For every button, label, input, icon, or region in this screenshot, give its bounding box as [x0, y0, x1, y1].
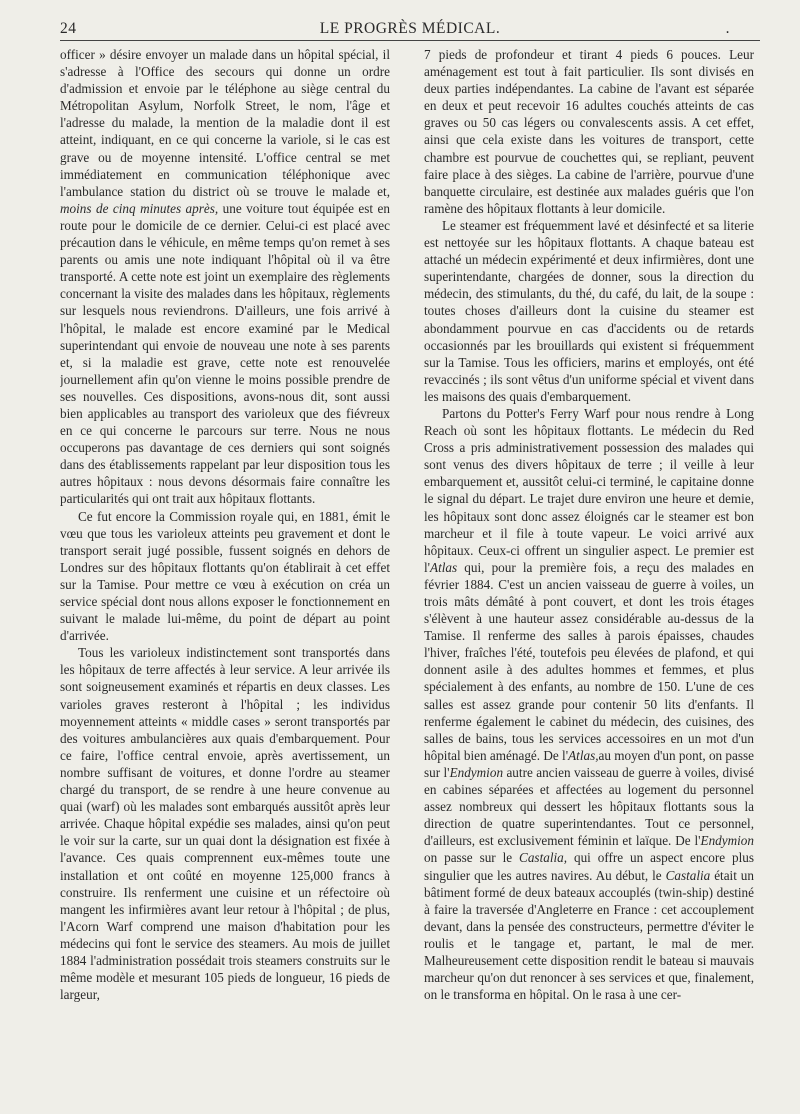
paragraph-hospital-admission	[60, 46, 390, 508]
text-segment: qui, pour la première fois, a reçu des malades en février 1884. C'est un ancien vaisseau de guerre à voiles, un trois mâts démâté à pont couvert, et dont les trois étages s'élèvent à une hauteur assez considérable au-dessus de la Tamise. Il renferme des salles à parois épaisses, chaudes l'hiver, fraîches l'été, toutefois peu élevées de plafond, et qui donnent asile à des adultes hommes et femmes, et plus spécialement à des enfants, au nombre de 150. L'une de ces salles est assez grande pour contenir 50 lits d'enfants. Il renferme également le cabinet du médecin, des cuisines, des salles de bains, tous les services accessoires en un mot d'un hôpital bien aménagé. De l'	[424, 559, 754, 763]
header-dot: .	[725, 20, 730, 37]
header-rule	[60, 40, 760, 41]
paragraph-steamer-staff: Le steamer est fréquemment lavé et désinfecté et sa literie est nettoyée sur les hôpitaux flottants. A chaque bateau est attaché un médecin expérimenté et deux infirmières, dont une superintendante, chargées de donner, sous la direction du médecin, des stimulants, du thé, du café, du lait, de la soupe : toutes choses d'ailleurs dont la cuisine du steamer est abondamment pourvue en cas d'accidents ou de retards occasionnés par les brouillards qui existent si fréquemment sur la Tamise. Tous les officiers, marins et employés, ont été revaccinés ; ils sont vêtus d'un uniforme spécial et vivent dans les maisons des quais d'embarquement.	[424, 217, 754, 404]
text-segment: autre ancien vaisseau de guerre à voiles, divisé en cabines séparées et affectées au logement du personnel assez nombreux qui dessert les hôpitaux flottants sous la direction de quatre superintendantes. Tout ce personnel, d'ailleurs, est exclusivement féminin et laïque. De l'	[424, 764, 754, 849]
paragraph-royal-commission: Ce fut encore la Commission royale qui, en 1881, émit le vœu que tous les varioleux atteints peu gravement et dont le transport serait jugé possible, fussent soignés en dehors de Londres sur des hôpitaux flottants qu'on établirait à cet effet sur la Tamise. Pour mettre ce vœu à exécution on créa un service spécial dont nous allons exposer le fonctionnement en suivant le malade lui-même, du point de départ au point d'arrivée.	[60, 508, 390, 644]
ship-name-castalia: Castalia,	[519, 850, 568, 866]
text-segment: on passe sur le	[424, 850, 513, 866]
left-column	[60, 46, 390, 1106]
ship-name-atlas: Atlas	[430, 559, 458, 575]
text-segment: qui offre un aspect encore plus singulier que les autres navires. Au début, le	[424, 850, 754, 883]
page-header	[60, 20, 760, 42]
paragraph-smallpox-transport: Tous les varioleux indistinctement sont transportés dans les hôpitaux de terre affectés à leur service. A leur arrivée ils sont soigneusement examinés et répartis en deux classes. Les varioles graves resteront à l'hôpital ; les individus moyennement atteints « middle cases » seront transportés par des voitures ambulancières aux quais d'embarquement. Pour ce faire, l'office central envoie, après avertissement, un nombre suffisant de voitures, et donne l'ordre au steamer chargé du transport, de se rendre à une heure convenue au quai (warf) où les malades sont embarqués aussitôt après leur arrivée. Chaque hôpital expédie ses malades, ainsi qu'on peut le voir sur la carte, sur un quai dont la désignation est fixée à l'avance. Ces quais comprennent eux-mêmes toute une installation et ont coûté en moyenne 125,000 francs à construire. Ils renferment une cuisine et un réfectoire où mangent les infirmières avant leur retour à l'hôpital ; de plus, l'Acorn Warf comprend une maison d'habitation pour les médecins qui font le service des steamers. Au mois de juillet 1884 l'administration possédait trois steamers construits sur le même modèle et mesurant 105 pieds de longueur, 16 pieds de largeur,	[60, 645, 390, 1003]
paragraph-steamer-layout: 7 pieds de profondeur et tirant 4 pieds 6 pouces. Leur aménagement est tout à fait particulier. Ils sont divisés en deux parties indépendantes. La cabine de l'avant est séparée en deux et peut recevoir 16 adultes couchés atteints de cas graves ou 50 cas légers ou convalescents assis. A cet effet, ainsi que cela existe dans les voitures de transport, cette chambre est pourvue de couchettes qui, se repliant, peuvent faire place à des sièges. La cabine de l'arrière, pourvue d'une banquette circulaire, est destinée aux malades guéris que l'on ramène des hôpitaux flottants à leur domicile.	[424, 47, 754, 216]
text-segment: officer » désire envoyer un malade dans un hôpital spécial, il s'adresse à l'Office des secours qui donne un ordre d'admission et envoie par le téléphone au siège central du Métropolitan Asylum, Norfolk Street, le nom, l'âge et l'adresse du malade, la mention de la maladie dont il est atteint, indiquant, en ce qui concerne la variole, si le cas est grave ou de moyenne intensité. L'office central se met immédiatement en communication téléphonique avec l'ambulance station du district où se trouve le malade et,	[60, 47, 390, 199]
text-segment: une voiture tout équipée est en route pour le domicile de ce dernier. Celui-ci est placé avec précaution dans le véhicule, en même temps qu'on remet à ses parents ou amis une note indiquant l'hôpital où il va être transporté. A cette note est joint un exemplaire des règlements concernant la visite des malades dans les hôpitaux, règlements sur lesquels nous reviendrons. D'ailleurs, une fois arrivé à l'hôpital, le malade est encore examiné par le Medical superintendant qui envoie de nouveau une note à ses parents et, si la maladie est grave, cette note est renouvelée journellement afin qu'on vienne le moins possible prendre de ses nouvelles. Ces dispositions, avons-nous dit, sont aussi bien applicables au transport des varioleux que des fiévreux en ce qui concerne le parcours sur terre. Nous ne nous occuperons pas davantage de ces derniers qui sont soignés dans des établissements rappelant par leur disposition tous les autres hôpitaux : nous devons désormais faire connaître les particularités qui ont trait aux hôpitaux flottants.	[60, 200, 390, 507]
ship-name-atlas: Atlas,	[568, 747, 599, 763]
journal-title: LE PROGRÈS MÉDICAL.	[319, 20, 501, 37]
italic-phrase: moins de cinq minutes après,	[60, 200, 219, 216]
text-segment: au moyen d'un pont, on passe sur l'	[424, 747, 754, 780]
text-segment: était un bâtiment formé de deux bateaux accouplés (twin-ship) destiné à faire la traversée d'Angleterre en France : cet accouplement devant, dans la pensée des constructeurs, permettre d'éviter le roulis et le tangage et, partant, le mal de mer. Malheureusement cette disposition rendit le bateau si mauvais marcheur qu'on dut renoncer à ses services et que, finalement, on le transforma en hôpital. On le rasa à une cer-	[424, 867, 754, 1003]
text-segment: Partons du Potter's Ferry Warf pour nous rendre à Long Reach où sont les hôpitaux flottants. Le médecin du Red Cross a pris administrativement possession des malades qui sont venus des divers hôpitaux de terre ; il veille à leur embarquement et, aussitôt celui-ci terminé, le capitaine donne le signal du départ. Le trajet dure environ une heure et demie, les hôpitaux sont donc assez éloignés car le steamer est bon marcheur et il file à toute vapeur. Le voici arrivé aux hôpitaux. Ceux-ci offrent un singulier aspect. Le premier est l'	[424, 405, 754, 575]
ship-name-endymion: Endymion	[449, 764, 504, 780]
paragraph-floating-hospitals	[424, 405, 754, 1003]
ship-name-castalia: Castalia	[665, 867, 711, 883]
right-column	[424, 46, 754, 1106]
page-number: 24	[60, 20, 77, 37]
ship-name-endymion: Endymion	[700, 833, 754, 849]
